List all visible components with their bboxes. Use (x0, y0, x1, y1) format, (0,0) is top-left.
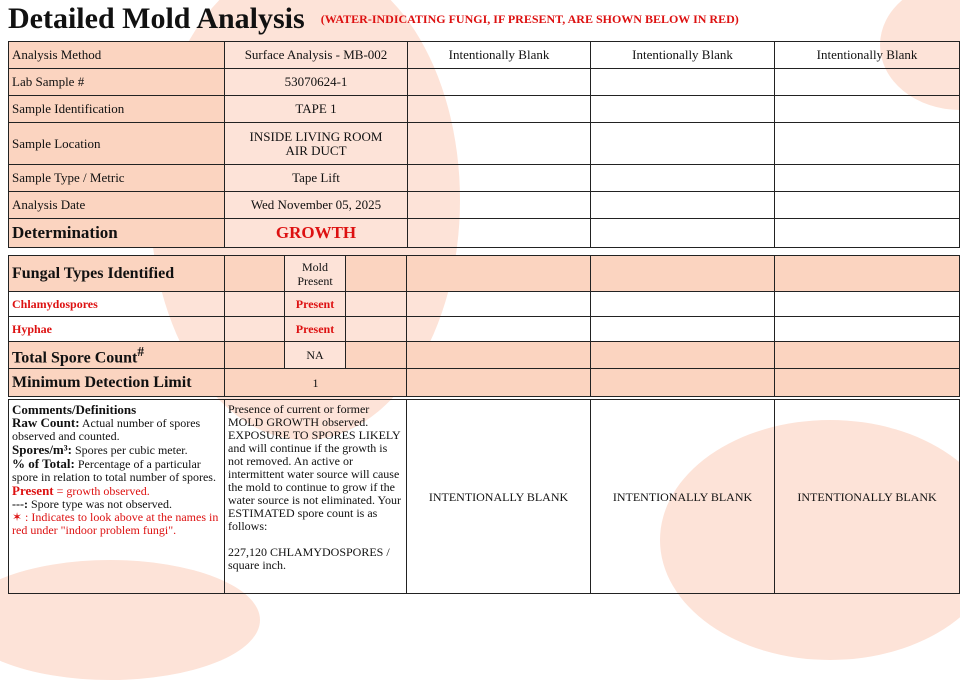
mold-present-line: Mold (301, 259, 328, 274)
comments-row (9, 400, 960, 594)
mdl-row (9, 369, 960, 397)
sample-info-table (8, 41, 960, 248)
empty-cell (408, 123, 591, 165)
empty-cell (408, 219, 591, 248)
fungal-header-row (9, 256, 960, 292)
location-line: INSIDE LIVING ROOM (249, 128, 383, 144)
present-term: Present (12, 483, 54, 498)
empty-cell (775, 192, 960, 219)
empty-cell (775, 256, 960, 292)
fungus-name: Chlamydospores (9, 292, 225, 317)
observation-cell (225, 400, 407, 594)
total-spore-label (9, 342, 225, 369)
mold-present-heading (285, 256, 346, 292)
empty-cell (591, 96, 775, 123)
empty-cell (775, 165, 960, 192)
fungus-result: Present (285, 292, 346, 317)
mdl-value: 1 (225, 369, 407, 397)
total-spore-row (9, 342, 960, 369)
spores-def: Spores per cubic meter. (72, 443, 188, 457)
value-sample-id: TAPE 1 (225, 96, 408, 123)
fungus-result: Present (285, 317, 346, 342)
empty-cell (775, 342, 960, 369)
fungal-types-table (8, 255, 960, 397)
label-sample-id: Sample Identification (9, 96, 225, 123)
total-spore-value: NA (285, 342, 346, 369)
fungus-name: Hyphae (9, 317, 225, 342)
empty-cell (591, 69, 775, 96)
table-row (9, 317, 960, 342)
empty-cell (225, 317, 285, 342)
mold-present-line: Present (297, 273, 333, 288)
empty-cell (346, 256, 407, 292)
empty-cell (407, 342, 591, 369)
location-line: AIR DUCT (285, 142, 347, 158)
blank-header: Intentionally Blank (775, 42, 960, 69)
label-sample-type: Sample Type / Metric (9, 165, 225, 192)
label-analysis-method: Analysis Method (9, 42, 225, 69)
report-header (8, 0, 739, 40)
page-subtitle: (WATER-INDICATING FUNGI, IF PRESENT, ARE SHOWN BELOW IN RED) (320, 11, 739, 26)
empty-cell (591, 256, 775, 292)
empty-cell (775, 69, 960, 96)
empty-cell (408, 192, 591, 219)
empty-cell (775, 369, 960, 397)
empty-cell (346, 342, 407, 369)
fungal-types-heading: Fungal Types Identified (9, 256, 225, 292)
dash-term: ---: (12, 497, 28, 511)
label-determination: Determination (9, 219, 225, 248)
row-sample-type (9, 165, 960, 192)
empty-cell (591, 219, 775, 248)
label-analysis-date: Analysis Date (9, 192, 225, 219)
spores-term: Spores/m³: (12, 442, 72, 457)
star-note: ✶ : Indicates to look above at the names in red under "indoor problem fungi". (12, 510, 219, 537)
empty-cell (775, 292, 960, 317)
dash-def: Spore type was not observed. (27, 497, 172, 511)
present-def: = growth observed. (53, 484, 150, 498)
empty-cell (775, 96, 960, 123)
label-sample-location: Sample Location (9, 123, 225, 165)
empty-cell (591, 292, 775, 317)
raw-count-term: Raw Count: (12, 415, 80, 430)
footnote-mark: # (137, 343, 145, 359)
mdl-label: Minimum Detection Limit (9, 369, 225, 397)
row-sample-location (9, 123, 960, 165)
empty-cell (591, 342, 775, 369)
empty-cell (591, 192, 775, 219)
value-lab-sample: 53070624-1 (225, 69, 408, 96)
percent-def: Percentage of a particular spore in relation to total number of spores. (12, 457, 216, 484)
spore-estimate: 227,120 CHLAMYDOSPORES / square inch. (228, 545, 390, 572)
empty-cell (346, 292, 407, 317)
comments-table (8, 399, 960, 594)
empty-cell (225, 342, 285, 369)
row-sample-id (9, 96, 960, 123)
row-analysis-date (9, 192, 960, 219)
value-sample-location (225, 123, 408, 165)
empty-cell (775, 123, 960, 165)
intentionally-blank-cell: INTENTIONALLY BLANK (407, 400, 591, 594)
empty-cell (591, 165, 775, 192)
empty-cell (408, 165, 591, 192)
empty-cell (408, 96, 591, 123)
empty-cell (407, 317, 591, 342)
row-analysis-method (9, 42, 960, 69)
empty-cell (225, 256, 285, 292)
empty-cell (408, 69, 591, 96)
table-row (9, 292, 960, 317)
value-analysis-date: Wed November 05, 2025 (225, 192, 408, 219)
label-lab-sample: Lab Sample # (9, 69, 225, 96)
percent-term: % of Total: (12, 456, 75, 471)
empty-cell (407, 256, 591, 292)
empty-cell (346, 317, 407, 342)
row-determination (9, 219, 960, 248)
empty-cell (775, 219, 960, 248)
row-lab-sample (9, 69, 960, 96)
comments-definitions (9, 400, 225, 594)
empty-cell (591, 317, 775, 342)
blank-header: Intentionally Blank (408, 42, 591, 69)
total-spore-text: Total Spore Count (12, 349, 138, 367)
empty-cell (225, 292, 285, 317)
raw-count-def: Actual number of spores observed and counted. (12, 416, 201, 443)
empty-cell (591, 123, 775, 165)
blank-header: Intentionally Blank (591, 42, 775, 69)
intentionally-blank-cell: INTENTIONALLY BLANK (775, 400, 960, 594)
empty-cell (407, 369, 591, 397)
observation-text: Presence of current or former MOLD GROWTH observed. EXPOSURE TO SPORES LIKELY and will continue if the growth is not removed. An active or intermittent water source will cause the mold to continue to grow if the water source is not eliminated. Your ESTIMATED spore count is as follows: (228, 402, 401, 533)
comments-heading: Comments/Definitions (12, 402, 137, 417)
empty-cell (591, 369, 775, 397)
intentionally-blank-cell: INTENTIONALLY BLANK (591, 400, 775, 594)
page-title: Detailed Mold Analysis (8, 2, 305, 35)
value-analysis-method: Surface Analysis - MB-002 (225, 42, 408, 69)
value-sample-type: Tape Lift (225, 165, 408, 192)
value-determination: GROWTH (225, 219, 408, 248)
empty-cell (775, 317, 960, 342)
present-definition (12, 484, 150, 498)
empty-cell (407, 292, 591, 317)
